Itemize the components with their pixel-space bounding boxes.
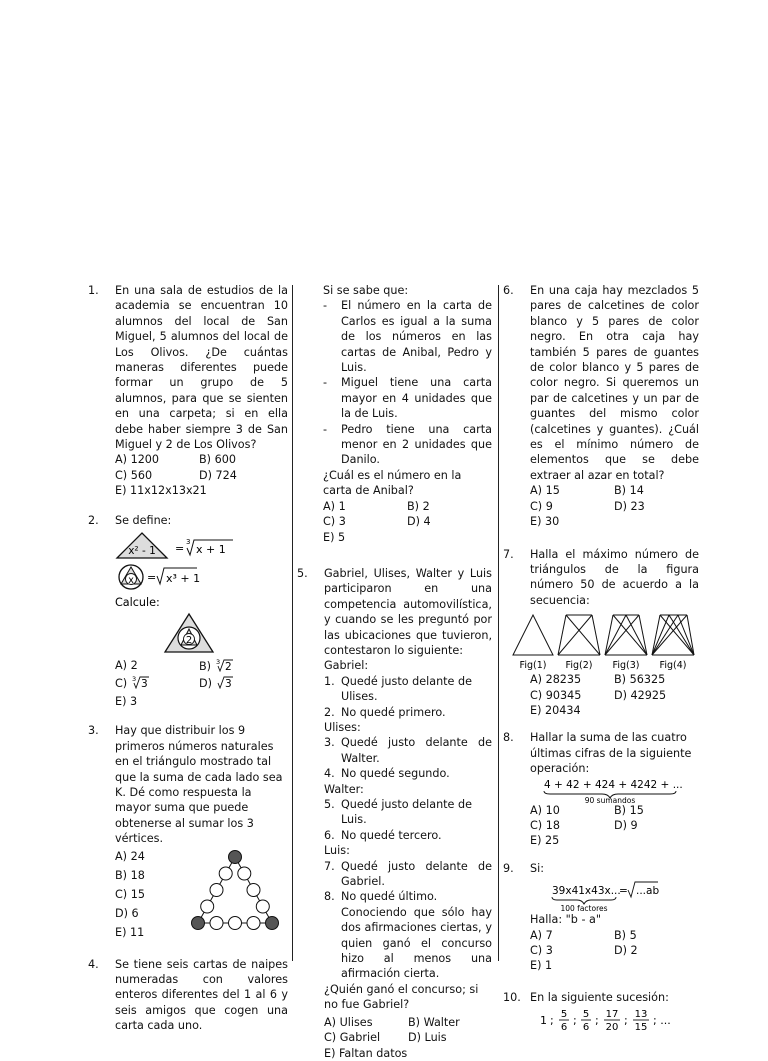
- walter-label: Walter:: [324, 782, 364, 796]
- node-circle: [247, 916, 260, 929]
- option-d: D) 42925: [614, 688, 667, 702]
- option-c: C) 560: [115, 468, 153, 482]
- fig-3-triangles: [605, 615, 647, 655]
- frac-1-den: 6: [560, 1022, 568, 1034]
- option-a: A) 24: [115, 849, 145, 863]
- option-d: D) 9: [614, 818, 638, 832]
- option-b: B) 56325: [614, 673, 666, 687]
- question-5: [297, 566, 492, 1061]
- options: [530, 483, 699, 514]
- question-prompt: ¿Quién ganó el concurso; si no fue Gabriel?: [324, 982, 479, 1012]
- fig-1-label: Fig(1): [519, 660, 547, 672]
- frac-2-den: 6: [582, 1022, 590, 1034]
- question-number: 7.: [503, 547, 514, 561]
- node-circle: [256, 900, 269, 913]
- question-7-options: [503, 672, 699, 718]
- statement-5: 5. Quedé justo delante de Luis.: [324, 798, 472, 827]
- seq-separator: ;: [573, 1014, 577, 1028]
- option-a: A) 28235: [530, 673, 582, 687]
- fig-4-triangles: [652, 615, 694, 655]
- square-root-3: [216, 675, 244, 689]
- calcule-label: Calcule:: [115, 596, 160, 610]
- node-circle: [210, 916, 223, 929]
- svg-text:3: 3: [215, 658, 220, 667]
- seq-separator: ;: [595, 1014, 599, 1028]
- option-b: B) 18: [115, 868, 145, 882]
- options: [530, 928, 700, 959]
- svg-text:3: 3: [224, 677, 232, 689]
- option-c: C) Gabriel: [324, 1031, 381, 1045]
- question-7: [503, 547, 699, 609]
- question-text: Si:: [530, 861, 544, 875]
- question-8: [503, 730, 699, 848]
- frac-2-num: 5: [582, 1009, 590, 1021]
- question-number: 2.: [88, 513, 99, 527]
- option-b: B) 3 2: [199, 658, 288, 674]
- option-b: B) 2: [407, 499, 430, 513]
- question-6: [503, 283, 699, 530]
- bullet-item: - Miguel tiene una carta mayor en 4 unidades que la de Luis.: [323, 376, 492, 421]
- option-c: C) 3 3: [115, 675, 199, 691]
- option-a: A) 10: [530, 803, 560, 817]
- question-3: [88, 723, 288, 942]
- option-a: A) 1200: [115, 453, 160, 467]
- frac-4-num: 13: [634, 1009, 648, 1021]
- column-divider-1: [292, 285, 293, 961]
- question-text: En una sala de estudios de la academia se encuentran 10 alumnos del local de San Miguel, 5 alumnos del local de Los Olivos. ¿De cuántas maneras diferentes puede formar un grupo de 5 alumnos, para que se sienten en una carpeta; si en ella debe haber siempre 3 de San Miguel y 2 de Los Olivos?: [115, 284, 288, 452]
- option-c: C) 3: [323, 515, 346, 529]
- triangle-circles-figure: [183, 847, 283, 937]
- question-text: ¿Cuál es el número en la carta de Anibal?: [323, 468, 462, 498]
- frac-3-num: 17: [605, 1009, 619, 1021]
- option-c: C) 90345: [530, 688, 582, 702]
- fig-2-triangles: [558, 615, 600, 655]
- column-3: [503, 283, 699, 1035]
- option-e: E) 3: [115, 694, 138, 708]
- sum-expression: [530, 777, 700, 803]
- frac-3-den: 20: [605, 1022, 619, 1034]
- question-number: 9.: [503, 861, 514, 875]
- bullet-item: - El número en la carta de Carlos es igual a la suma de los números en las cartas de Anibal, Pedro y Luis.: [323, 299, 492, 375]
- underbrace: [552, 897, 616, 904]
- option-a: A) 7: [530, 928, 553, 942]
- node-circle: [238, 867, 251, 880]
- options: [115, 452, 288, 483]
- option-a: A) 15: [530, 484, 560, 498]
- gabriel-label: Gabriel:: [324, 659, 369, 673]
- option-b: B) Walter: [408, 1015, 460, 1029]
- question-number: 10.: [503, 990, 521, 1004]
- frac-4-den: 15: [634, 1022, 648, 1034]
- option-e: E) 20434: [530, 703, 581, 717]
- question-number: 1.: [88, 284, 99, 297]
- ulises-label: Ulises:: [324, 720, 361, 734]
- question-1: [88, 283, 288, 499]
- question-number: 3.: [88, 724, 99, 738]
- fig-2-label: Fig(2): [565, 660, 593, 672]
- definition-figure: [115, 528, 287, 610]
- svg-text:3: 3: [140, 677, 148, 689]
- svg-text:2: 2: [224, 661, 232, 673]
- statement-1: 1. Quedé justo delante de Ulises.: [324, 674, 472, 704]
- def1-equals: =: [175, 542, 185, 556]
- cube-root-3: [131, 675, 159, 689]
- question-9: [503, 861, 699, 974]
- def1-inner: x² - 1: [128, 545, 156, 558]
- sum-terms: 4 + 42 + 424 + 4242 + ...: [544, 778, 683, 791]
- question-number: 5.: [297, 566, 308, 580]
- node-circle: [219, 867, 232, 880]
- option-d: D) 2: [614, 944, 638, 957]
- fig-1-triangle: [513, 615, 553, 655]
- question-text: Hay que distribuir los 9 primeros números naturales en el triángulo mostrado tal que la suma de cada lado sea K. Dé como respuesta la mayor suma que puede obtenerse al sumar los 3 vértices.: [115, 724, 283, 846]
- column-1: [88, 283, 288, 1034]
- option-c: C) 9: [530, 499, 553, 513]
- def1-radicand: x + 1: [196, 543, 226, 557]
- column-divider-2: [498, 285, 499, 961]
- seq-term-1: 1: [540, 1014, 547, 1028]
- product-count: 100 factores: [560, 904, 608, 913]
- seq-ellipsis: ; ...: [653, 1014, 671, 1028]
- question-text: Hallar la suma de las cuatro últimas cifras de la siguiente operación:: [530, 731, 692, 776]
- seq-separator: ;: [624, 1014, 628, 1028]
- product-equals: =: [619, 885, 628, 898]
- statement-4: 4. No quedé segundo.: [324, 767, 450, 781]
- question-text: Gabriel, Ulises, Walter y Luis participaron en una competencia automovilística, y cuando se les preguntó por las ubicaciones que tuvieron, contestaron lo siguiente:: [324, 566, 492, 657]
- luis-label: Luis:: [324, 844, 350, 858]
- triangle-sequence-figure: [511, 612, 711, 672]
- bullet-item: - Pedro tiene una carta menor en 2 unidades que Danilo.: [323, 422, 492, 467]
- node-circle: [201, 900, 214, 913]
- options: [324, 1015, 492, 1046]
- option-b: B) 15: [614, 803, 644, 817]
- question-text: Se tiene seis cartas de naipes numeradas con valores enteros diferentes del 1 al 6 y seis amigos que cogen una carta cada uno.: [115, 957, 288, 1033]
- option-b: B) 5: [614, 928, 637, 942]
- question-4: [88, 957, 288, 1034]
- option-e: E) 25: [530, 834, 560, 848]
- option-d: D) 724: [199, 468, 237, 482]
- question-number: 8.: [503, 731, 514, 745]
- cube-root-2: [215, 658, 243, 672]
- vertex-circle-right: [266, 916, 279, 929]
- def2-radicand: x³ + 1: [166, 572, 201, 586]
- options: [115, 658, 288, 691]
- option-d: D) 6: [115, 907, 139, 921]
- option-a: A) 1: [323, 499, 346, 513]
- def1-index: 3: [186, 538, 191, 547]
- def2-inner: x: [128, 575, 134, 587]
- column-2: [297, 283, 492, 1061]
- option-d: D) 23: [614, 499, 645, 513]
- option-a: A) 2: [115, 659, 138, 673]
- sequence-expression: [530, 1005, 700, 1035]
- calculate-figure: [115, 610, 287, 656]
- question-text: En la siguiente sucesión:: [530, 990, 669, 1004]
- option-e: E) 11x12x13x21: [115, 484, 207, 498]
- product-terms: 39x41x43x...: [552, 885, 621, 898]
- option-e: E) 11: [115, 926, 145, 940]
- statement-6: 6. No quedé tercero.: [324, 828, 442, 842]
- options: [530, 803, 700, 834]
- option-e: E) 5: [323, 530, 346, 544]
- question-10: [503, 990, 699, 1035]
- conclusion-text: Conociendo que sólo hay dos afirmaciones ciertas, y quien ganó el concurso hizo al menos una afirmación cierta.: [341, 905, 492, 981]
- question-number: 4.: [88, 957, 99, 971]
- option-c: C) 15: [115, 887, 145, 901]
- fig-4-label: Fig(4): [659, 660, 687, 672]
- fig-3-label: Fig(3): [612, 660, 640, 672]
- options: [323, 499, 492, 530]
- svg-text:3: 3: [131, 674, 136, 683]
- question-number: 6.: [503, 284, 514, 297]
- node-circle: [229, 916, 242, 929]
- statement-8: 8. No quedé último.: [324, 890, 438, 904]
- options: [530, 672, 699, 703]
- vertex-circle-left: [192, 916, 205, 929]
- sum-count: 90 sumandos: [584, 795, 636, 803]
- question-text: Halla el máximo número de triángulos de la figura número 50 de acuerdo a la secuencia:: [530, 547, 699, 607]
- option-d: D) 4: [407, 515, 431, 529]
- calc-inner: 2: [185, 635, 193, 647]
- option-c: C) 18: [530, 818, 560, 832]
- product-expression: [530, 878, 700, 912]
- def2-equals: =: [147, 571, 157, 585]
- question-4-continued: [297, 283, 492, 545]
- options: [115, 847, 183, 943]
- option-d: D) Luis: [408, 1031, 447, 1045]
- statement-3: 3. Quedé justo delante de Walter.: [324, 736, 492, 765]
- frac-1-num: 5: [560, 1009, 568, 1021]
- vertex-circle-top: [229, 850, 242, 863]
- option-b: B) 14: [614, 484, 644, 498]
- statement-2: 2. No quedé primero.: [324, 705, 446, 719]
- radical-value: ...ab: [636, 885, 660, 898]
- node-circle: [210, 883, 223, 896]
- option-a: A) Ulises: [324, 1015, 373, 1029]
- option-e: E) 30: [530, 515, 560, 529]
- question-2: [88, 513, 288, 710]
- option-e: E) 1: [530, 959, 553, 973]
- intro-text: Si se sabe que:: [323, 284, 409, 297]
- question-text: Se define:: [115, 513, 172, 527]
- statement-7: 7. Quedé justo delante de Gabriel.: [324, 859, 492, 889]
- option-e: E) Faltan datos: [324, 1046, 408, 1060]
- option-d: D) 3: [199, 675, 288, 691]
- seq-separator: ;: [550, 1014, 554, 1028]
- node-circle: [247, 883, 260, 896]
- option-c: C) 3: [530, 944, 553, 957]
- halla-text: Halla: "b - a": [530, 913, 602, 927]
- question-text: En una caja hay mezclados 5 pares de calcetines de color blanco y 5 pares de color negro. En otra caja hay también 5 pares de guantes de color blanco y 5 pares de color negro. Si queremos un par de calcetines y un par de guantes del mismo color (calcetines y guantes). ¿Cuál es el mínimo número de elementos que se debe extraer al azar en total?: [530, 284, 699, 482]
- option-b: B) 600: [199, 453, 236, 467]
